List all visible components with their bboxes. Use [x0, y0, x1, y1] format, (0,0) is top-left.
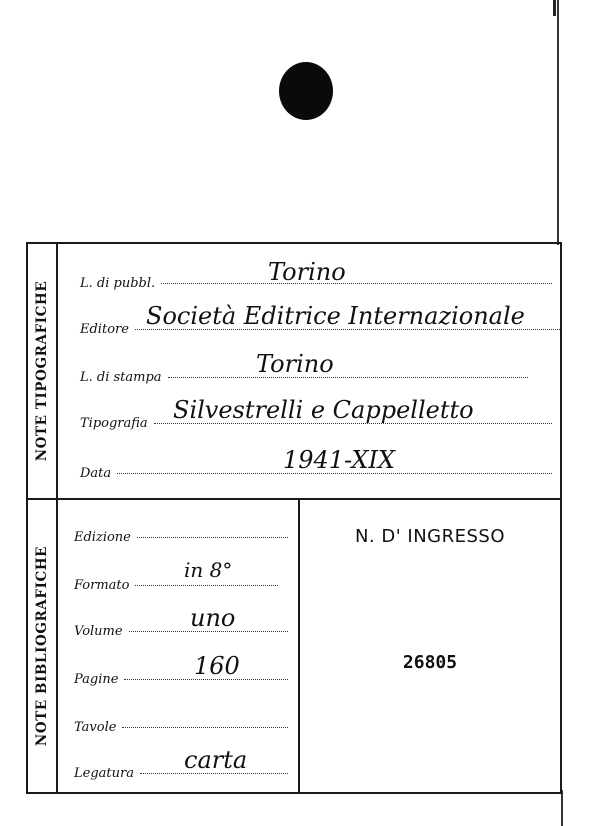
dotted-line [168, 377, 528, 378]
dotted-line [135, 585, 278, 586]
field-label: Tavole [74, 720, 117, 735]
field-label: Legatura [74, 766, 134, 781]
field-label: Editore [80, 322, 129, 337]
entry-number-header: N. D' INGRESSO [354, 526, 506, 547]
field-pages [74, 672, 288, 687]
catalog-card [26, 242, 562, 794]
typographic-notes-label-box [28, 244, 58, 498]
handwritten-date: 1941-XIX [283, 446, 395, 474]
field-label: L. di stampa [80, 370, 162, 385]
typographic-notes-label: NOTE TIPOGRAFICHE [34, 280, 50, 462]
punch-hole [279, 62, 333, 120]
field-label: Edizione [74, 530, 131, 545]
field-format [74, 578, 278, 593]
field-label: Pagine [74, 672, 119, 687]
field-binding [74, 766, 288, 781]
field-label: Formato [74, 578, 130, 593]
dotted-line [122, 727, 288, 728]
entry-number: 26805 [402, 652, 458, 673]
field-label: Tipografia [80, 416, 148, 431]
field-volume [74, 624, 288, 639]
bibliographic-notes-label: NOTE BIBLIOGRAFICHE [34, 545, 50, 747]
field-plates [74, 720, 288, 735]
handwritten-place-of-publication: Torino [268, 258, 346, 286]
typographic-notes-section [28, 244, 560, 500]
field-label: Data [80, 466, 112, 481]
bibliographic-notes-label-box [28, 500, 58, 792]
handwritten-pages: 160 [194, 652, 240, 680]
field-edition [74, 530, 288, 545]
handwritten-format: in 8° [184, 558, 233, 582]
dotted-line [161, 283, 552, 284]
edge-mark [553, 0, 556, 16]
card-edge-line [557, 0, 559, 245]
handwritten-binding: carta [184, 746, 248, 774]
field-label: Volume [74, 624, 123, 639]
card-edge-line-bottom [561, 790, 563, 826]
handwritten-publisher: Società Editrice Internazionale [146, 302, 525, 330]
field-label: L. di pubbl. [80, 276, 156, 291]
handwritten-place-of-printing: Torino [256, 350, 334, 378]
handwritten-volume: uno [190, 604, 236, 632]
handwritten-printer: Silvestrelli e Cappelletto [173, 396, 474, 424]
dotted-line [137, 537, 288, 538]
